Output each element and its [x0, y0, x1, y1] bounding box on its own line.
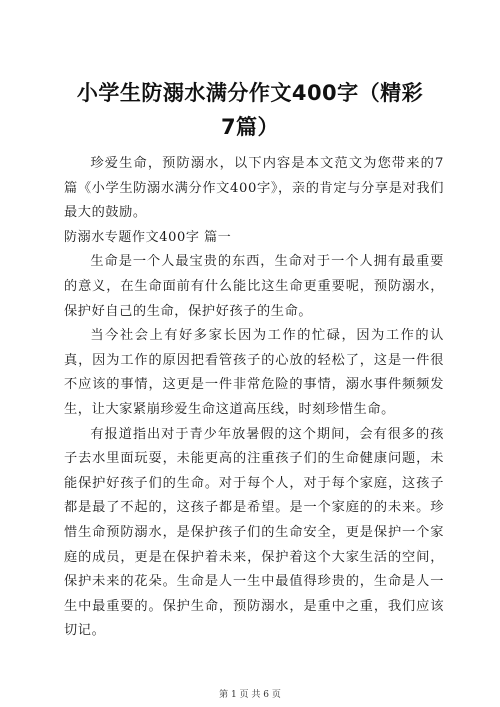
page-footer: 第 1 页 共 6 页 [219, 690, 281, 700]
document-title: 小学生防溺水满分作文400字（精彩7篇） [76, 81, 424, 139]
section-heading: 防溺水专题作文400字 篇一 [64, 229, 232, 245]
body-paragraph-3: 有报道指出对于青少年放暑假的这个期间，会有很多的孩子去水里面玩耍，未能更高的注重孩子们的生命健康问题，未能保护好孩子们的生命。对于每个人，对于每个家庭，这孩子都是最了不起的，这孩子都是希望。是一个家庭的的未来。珍惜生命预防溺水，是保护孩子们的生命安全，更是保护一个家庭的成员，更是在保护着未来，保护着这个大家生活的空间，保护未来的花朵。生命是人一生中最值得珍贵的，生命是人一生中最重要的。保护生命，预防溺水，是重中之重，我们应该切记。 [64, 426, 444, 639]
document-body [64, 152, 444, 644]
body-paragraph-2: 当今社会上有好多家长因为工作的忙碌，因为工作的认真，因为工作的原因把看管孩子的心放的轻松了，这是一件很不应该的事情，这更是一件非常危险的事情，溺水事件频频发生，让大家紧崩珍爱生命这道高压线，时刻珍惜生命。 [64, 328, 444, 417]
body-paragraph-1: 生命是一个人最宝贵的东西，生命对于一个人拥有最重要的意义，在生命面前有什么能比这生命更重要呢，预防溺水，保护好自己的生命，保护好孩子的生命。 [64, 254, 444, 319]
intro-paragraph: 珍爱生命，预防溺水，以下内容是本文范文为您带来的7篇《小学生防溺水满分作文400字》，亲的肯定与分享是对我们最大的鼓励。 [64, 156, 444, 221]
